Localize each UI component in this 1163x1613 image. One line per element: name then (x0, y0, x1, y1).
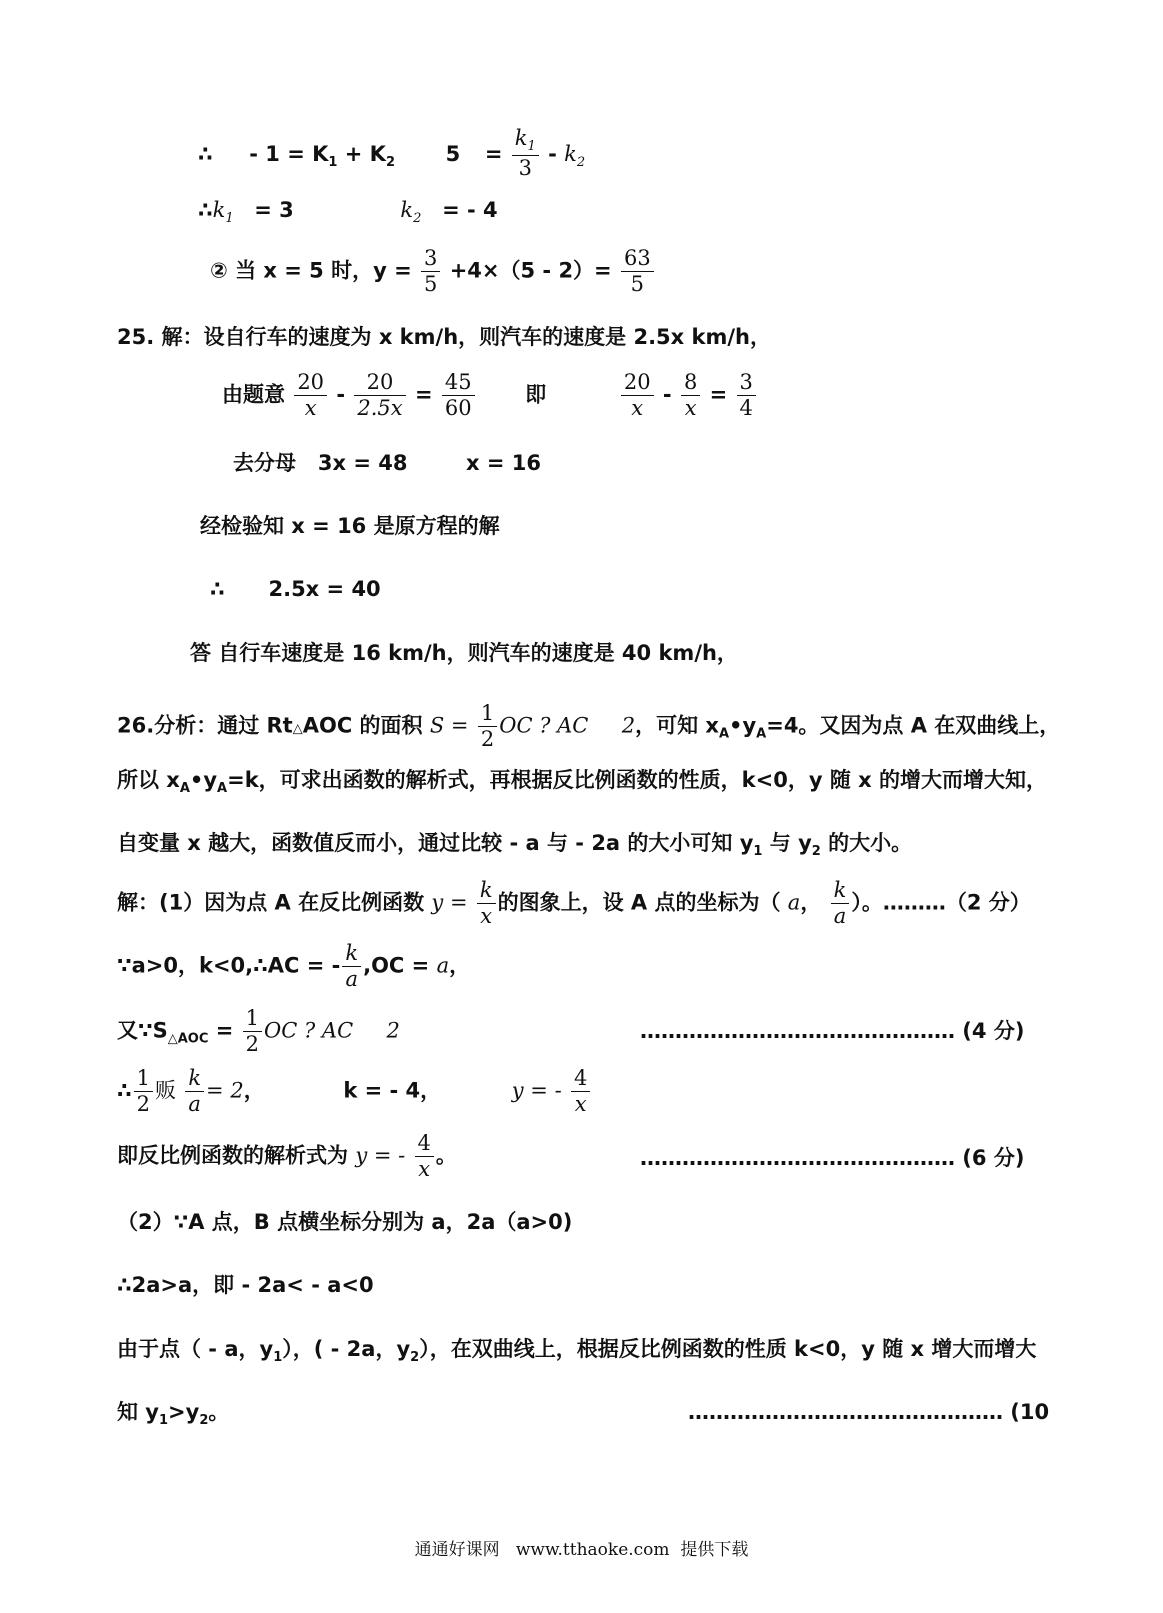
q26-solution-2: ∵a>0，k<0,∴AC = - $\frac{k}{a}$ ,OC = a， (117, 941, 471, 991)
score-4: ……………………………………… (4 分) (640, 1019, 1025, 1043)
q26-analysis-1: 26.分析：通过 Rt△AOC 的面积 S = $\frac{1}{2}$ OC ? AC 2，可知 $x_A•y_A=4$。又因为点 A 在双曲线上， (117, 701, 1061, 751)
q26-solution-5: 即反比例函数的解析式为 y = - $\frac{4}{x}$ 。 (117, 1131, 457, 1181)
q26-solution-4: ∴ $\frac{1}{2}$ 贩 $\frac{k}{a}$ = 2， k = - 4， y = - $\frac{4}{x}$ (117, 1068, 592, 1115)
q26-part2-4: 知 $y_1>y_2$。 (117, 1400, 230, 1428)
therefore-symbol: ∴ (198, 142, 213, 166)
q26-part2-1: （2）∵A 点，B 点横坐标分别为 a，2a（a>0) (117, 1210, 573, 1234)
q26-solution-1: 解：(1）因为点 A 在反比例函数 y = $\frac{k}{x}$ 的图象上，设 A 点的坐标为（ a， $\frac{k}{a}$ ）。………（2 分） (117, 878, 1031, 928)
q25-heading: 25. 解：设自行车的速度为 x km/h，则汽车的速度是 2.5x km/h， (117, 325, 771, 349)
q25-step1: 去分母 3x = 48 x = 16 (233, 451, 542, 475)
eq-line-2: $\therefore k_1 = 3$ $k_2$ = - 4 (198, 198, 498, 226)
fraction-k1-over-3: $\frac{k_1}{3}$ (512, 128, 539, 179)
q25-step2: 经检验知 x = 16 是原方程的解 (200, 514, 500, 538)
q26-part2-2: ∴2a>a，即 - 2a< - a<0 (117, 1273, 374, 1297)
q26-analysis-3: 自变量 x 越大，函数值反而小，通过比较 - a 与 - 2a 的大小可知 $y_1$ 与 $y_2$ 的大小。 (117, 831, 913, 859)
q26-solution-3: 又$\because S_{\triangle AOC}$ = $\frac{1}{2}$ OC ? AC 2 (117, 1006, 400, 1056)
eq-line-3: ② 当 x = 5 时，y = $\frac{3}{5}$ +4×（5 - 2）= $\frac{63}{5}$ (210, 248, 656, 295)
fraction-63-over-5: $\frac{63}{5}$ (621, 248, 654, 295)
eq-line-1: ∴ - $1 = K_1 + K_2$ 5 = $\frac{k_1}{3}$ - $k_2$ (198, 126, 586, 180)
score-10: ……………………………………… (10 (688, 1400, 1050, 1424)
score-6: ……………………………………… (6 分) (640, 1146, 1025, 1170)
q25-equation: 由题意 $\frac{20}{x}$ - $\frac{20}{2.5x}$ = $\frac{45}{60}$ 即 $\frac{20}{x}$ - $\frac{8}{x}$ = $\frac{3}{4}$ (222, 372, 758, 419)
q25-answer: 答 自行车速度是 16 km/h，则汽车的速度是 40 km/h， (190, 641, 738, 665)
q25-step3: ∴ 2.5x = 40 (210, 577, 381, 601)
fraction-3-over-5: $\frac{3}{5}$ (421, 248, 440, 295)
q26-part2-3: 由于点（ - a，$y_1$），( - 2a，$y_2$），在双曲线上，根据反比例函数的性质 k<0，y 随 x 增大而增大 (117, 1337, 1037, 1365)
page-footer: 通通好课网 www.tthaoke.com 提供下载 (414, 1540, 749, 1560)
q26-analysis-2: 所以 $x_A•y_A=k$，可求出函数的解析式，再根据反比例函数的性质，k<0，y 随 x 的增大而增大知， (117, 768, 1048, 796)
